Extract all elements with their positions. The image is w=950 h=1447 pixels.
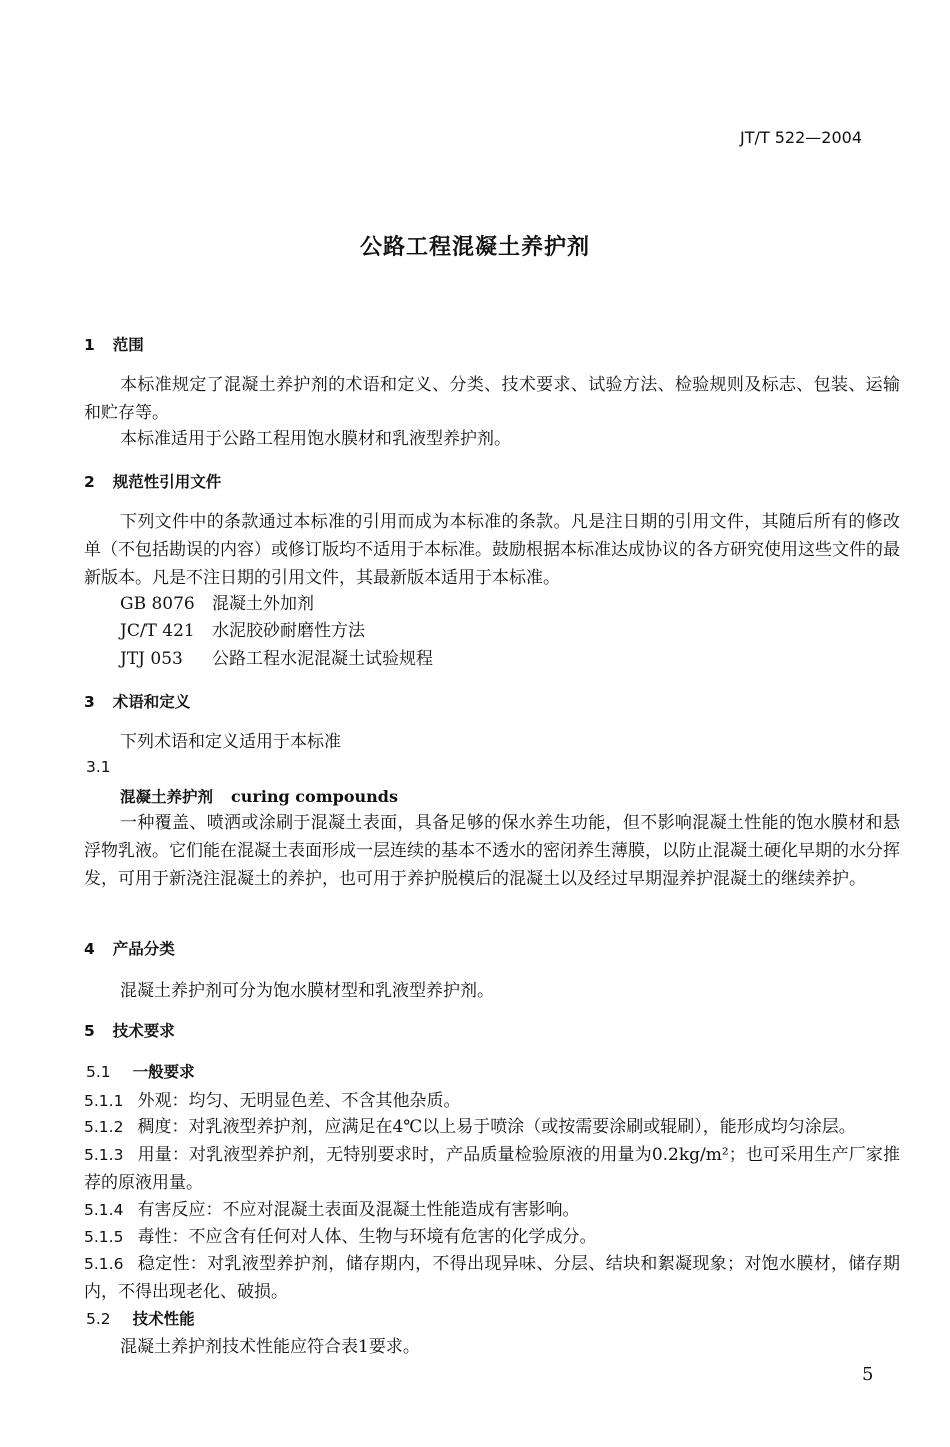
paragraph: 本标准规定了混凝土养护剂的术语和定义、分类、技术要求、试验方法、检验规则及标志、包装、运输和贮存等。 [84,375,900,423]
reference-title: 水泥胶砂耐磨性方法 [212,621,365,641]
reference-code: JC/T 421 [120,621,195,641]
document-title: 公路工程混凝土养护剂 [359,235,590,260]
section-number: 1 [84,336,95,354]
section-title: 产品分类 [112,940,175,958]
section-title: 术语和定义 [112,693,191,711]
clause-number: 5.1.6 [84,1255,124,1273]
paragraph: 下列文件中的条款通过本标准的引用而成为本标准的条款。凡是注日期的引用文件，其随后所有的修改单（不包括勘误的内容）或修订版均不适用于本标准。鼓励根据本标准达成协议的各方研究使用这些文件的最新版本。凡是不注日期的引用文件，其最新版本适用于本标准。 [84,512,900,588]
clause-item [84,1250,900,1306]
paragraph: 本标准适用于公路工程用饱水膜材和乳液型养护剂。 [120,429,511,449]
reference-title: 混凝土外加剂 [212,594,314,614]
section-2-heading [84,470,221,492]
clause-text: 稳定性：对乳液型养护剂，储存期内，不得出现异味、分层、结块和絮凝现象；对饱水膜材，储存期内，不得出现老化、破损。 [84,1254,900,1302]
term-definition: 一种覆盖、喷洒或涂刷于混凝土表面，具备足够的保水养生功能，但不影响混凝土性能的饱水膜材和悬浮物乳液。它们能在混凝土表面形成一层连续的基本不透水的密闭养生薄膜，以防止混凝土硬化早期的水分挥发，可用于新浇注混凝土的养护，也可用于养护脱模后的混凝土以及经过早期湿养护混凝土的继续养护。 [84,813,900,889]
page-number: 5 [862,1364,874,1385]
section-number: 4 [84,940,95,958]
clause-text: 外观：均匀、无明显色差、不含其他杂质。 [137,1091,461,1111]
clause-text: 毒性：不应含有任何对人体、生物与环境有危害的化学成分。 [137,1227,597,1247]
clause-number: 5.1.5 [84,1228,124,1246]
clause-item [84,1223,900,1251]
clause-number: 5.1.2 [84,1118,124,1136]
section-3-heading [84,690,190,712]
section-title: 技术要求 [112,1022,175,1040]
document-code: JT/T 522—2004 [740,128,862,147]
subsection-5-1-heading [86,1060,195,1082]
paragraph: 下列术语和定义适用于本标准 [120,732,341,752]
section-4-heading [84,937,175,959]
term-chinese: 混凝土养护剂 [120,788,214,806]
clause-item [84,1113,900,1141]
section-number: 2 [84,473,95,491]
reference-title: 公路工程水泥混凝土试验规程 [212,649,433,669]
reference-item [120,645,433,673]
clause-item [84,1196,900,1224]
reference-item [120,590,314,618]
section-title: 范围 [112,336,144,354]
section-number: 5 [84,1022,95,1040]
subsection-5-2-heading [86,1307,195,1329]
clause-number: 5.2 [86,1310,111,1328]
clause-number: 5.1.4 [84,1201,124,1219]
subsection-title: 一般要求 [132,1063,195,1081]
clause-text: 稠度：对乳液型养护剂，应满足在4℃以上易于喷涂（或按需要涂刷或辊刷），能形成均匀涂层。 [137,1117,856,1137]
section-1-heading [84,333,144,355]
reference-code: GB 8076 [120,594,195,614]
clause-number: 3.1 [86,758,111,776]
clause-number: 5.1.3 [84,1146,124,1164]
clause-item [84,1087,900,1115]
paragraph: 混凝土养护剂可分为饱水膜材型和乳液型养护剂。 [120,981,494,1001]
section-5-heading [84,1019,175,1041]
reference-item [120,617,365,645]
clause-number: 5.1.1 [84,1092,124,1110]
clause-number: 5.1 [86,1063,111,1081]
clause-text: 有害反应：不应对混凝土表面及混凝土性能造成有害影响。 [137,1200,580,1220]
reference-code: JTJ 053 [120,649,183,669]
subsection-title: 技术性能 [132,1310,195,1328]
paragraph: 混凝土养护剂技术性能应符合表1要求。 [120,1337,420,1357]
term-entry [120,785,398,807]
section-number: 3 [84,693,95,711]
clause-text: 用量：对乳液型养护剂，无特别要求时，产品质量检验原液的用量为0.2kg/m²；也可采用生产厂家推荐的原液用量。 [84,1145,900,1193]
clause-item [84,1141,900,1197]
term-english: curing compounds [231,787,398,806]
section-title: 规范性引用文件 [112,473,222,491]
